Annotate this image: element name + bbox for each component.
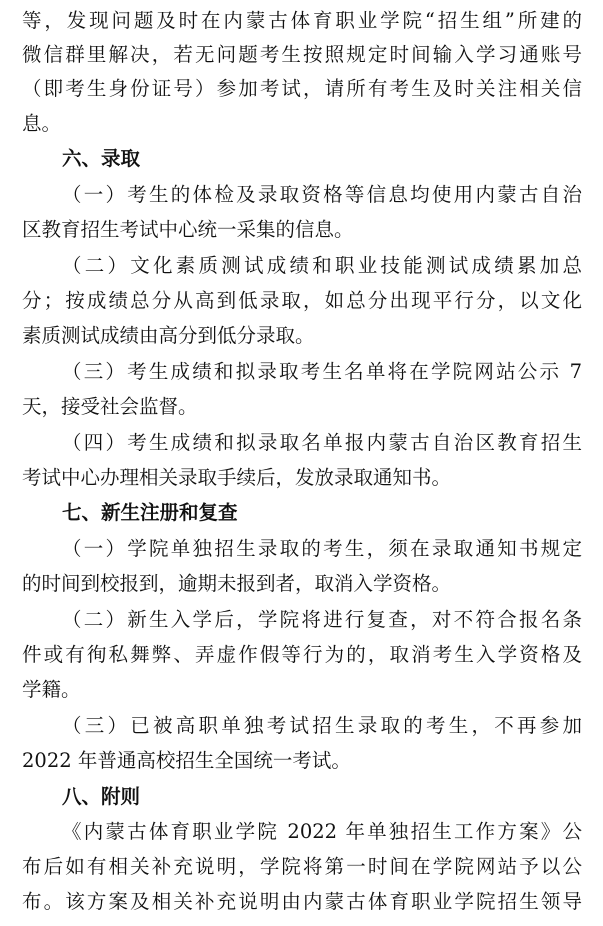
section-heading-supplementary: 八、附则 xyxy=(62,785,141,808)
paragraph-line: 分；按成绩总分从高到低录取，如总分出现平行分，以文化 xyxy=(22,289,582,312)
paragraph-line: 布。该方案及相关补充说明由内蒙古体育职业学院招生领导 xyxy=(22,890,582,913)
paragraph-line: 布后如有相关补充说明，学院将第一时间在学院网站予以公 xyxy=(22,855,582,878)
paragraph-line: （二）新生入学后，学院将进行复查，对不符合报名条 xyxy=(62,608,582,631)
paragraph-line: 的时间到校报到，逾期未报到者，取消入学资格。 xyxy=(22,572,452,595)
paragraph-line: （一）考生的体检及录取资格等信息均使用内蒙古自治 xyxy=(62,183,582,206)
paragraph-line: 息。 xyxy=(22,112,62,135)
paragraph-line: （二）文化素质测试成绩和职业技能测试成绩累加总 xyxy=(62,254,582,277)
paragraph-line: （三）考生成绩和拟录取考生名单将在学院网站公示 7 xyxy=(62,360,582,383)
paragraph-line: （三）已被高职单独考试招生录取的考生，不再参加 xyxy=(62,714,582,737)
paragraph-line: 区教育招生考试中心统一采集的信息。 xyxy=(22,218,354,241)
paragraph-line: 微信群里解决，若无问题考生按照规定时间输入学习通账号 xyxy=(22,43,582,66)
paragraph-line: 学籍。 xyxy=(22,678,81,701)
section-heading-admission: 六、录取 xyxy=(62,147,141,170)
paragraph-line: 天，接受社会监督。 xyxy=(22,395,198,418)
paragraph-line: 等，发现问题及时在内蒙古体育职业学院“招生组”所建的 xyxy=(22,9,582,32)
paragraph-line: 素质测试成绩由高分到低分录取。 xyxy=(22,324,315,347)
paragraph-line: 考试中心办理相关录取手续后，发放录取通知书。 xyxy=(22,466,452,489)
paragraph-line: 件或有徇私舞弊、弄虚作假等行为的，取消考生入学资格及 xyxy=(22,643,582,666)
section-heading-registration: 七、新生注册和复查 xyxy=(62,501,238,524)
paragraph-line: （即考生身份证号）参加考试，请所有考生及时关注相关信 xyxy=(22,77,582,100)
paragraph-line: 《内蒙古体育职业学院 2022 年单独招生工作方案》公 xyxy=(62,820,582,843)
paragraph-line: （一）学院单独招生录取的考生，须在录取通知书规定 xyxy=(62,537,582,560)
paragraph-line: （四）考生成绩和拟录取名单报内蒙古自治区教育招生 xyxy=(62,431,582,454)
paragraph-line: 2022 年普通高校招生全国统一考试。 xyxy=(22,749,351,772)
